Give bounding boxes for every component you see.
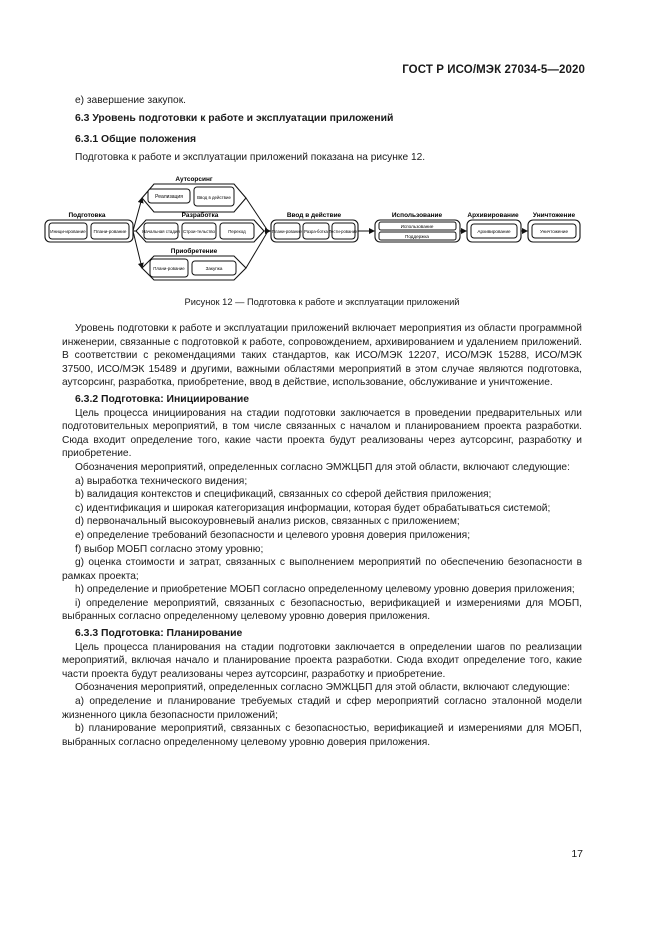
- acq-procurement-box: Закупка: [205, 266, 223, 271]
- archiving-group: [467, 212, 521, 242]
- body-paragraph-1: Уровень подготовки к работе и эксплуатации приложений включает мероприятия из области программной инженерии, связанные с подготовкой к работе, сопровождением, архивированием и удалением приложений. В соответствии с рекомендациями таких стандартов, как ИСО/МЭК 12207, ИСО/МЭК 15288, ИСО/МЭК 37500, ИСО/МЭК 15489 и другими, важными областями мероприятий в этом случае являются подготовка, аутсорсинг, разработка, приобретение, ввод в действие, использование, обслуживание и уничтожение.: [62, 323, 582, 389]
- archiving-label: Архивирование: [467, 212, 519, 219]
- use-group: [375, 212, 460, 242]
- support-box: Поддержка: [405, 234, 429, 239]
- commissioning-label: Ввод в действие: [286, 212, 342, 219]
- document-header: ГОСТ Р ИСО/МЭК 27034-5—2020: [402, 64, 585, 76]
- section-6-3-heading: 6.3 Уровень подготовки к работе и эксплуатации приложений: [75, 113, 394, 124]
- comm-development-box: Разра-ботка: [304, 229, 328, 234]
- realization-box: Реализация: [155, 194, 183, 200]
- acq-planning-box: Плани-рование: [153, 266, 185, 271]
- use-box: Использование: [400, 224, 434, 229]
- intro-item-e: e) завершение закупок.: [75, 95, 186, 106]
- commissioning-group: [271, 211, 358, 242]
- comm-testing-box: Тести-рование: [328, 229, 358, 234]
- section-6-3-1-heading: 6.3.1 Общие положения: [75, 134, 197, 145]
- preparation-group: [45, 212, 133, 242]
- list-item: a) выработка технического видения;: [75, 475, 248, 487]
- list-item: c) идентификация и широкая категоризация информации, которая будет обрабатываться системой;: [75, 502, 551, 514]
- acquisition-group: [142, 247, 246, 280]
- planning-box: Плани-рование: [93, 229, 127, 234]
- section-6-3-1-text: Подготовка к работе и эксплуатации приложений показана на рисунке 12.: [75, 152, 426, 163]
- dev-initial-box: Начальная стадия: [142, 229, 180, 234]
- list-item: h) определение и приобретение МОБП согласно определенному целевому уровню доверия приложения;: [75, 584, 575, 596]
- section-6-3-2-heading: 6.3.2 Подготовка: Инициирование: [75, 393, 250, 405]
- development-label: Разработка: [181, 212, 219, 219]
- s633-paragraph-1: Цель процесса планирования на стадии подготовки заключается в определении шагов по реализации мероприятий, включая начало и планирование проекта разработки. Сюда входит определение того, какие части проекта будут реализованы через аутсорсинг, разработку и приобретение.: [62, 641, 582, 680]
- list-item: i) определение мероприятий, связанных с безопасностью, верификацией и измерениями для МОБП, выбранных согласно определенному целевому уровню доверия приложения.: [62, 597, 582, 623]
- list-item: g) оценка стоимости и затрат, связанных с выполнением мероприятий по обеспечению безопасности в рамках проекта;: [62, 557, 582, 582]
- list-item: b) планирование мероприятий, связанных с безопасностью, верификацией и измерениями для МОБП, выбранных согласно определенному целевому уровню доверия приложения.: [62, 723, 582, 748]
- outsourcing-group: [142, 176, 246, 212]
- list-item: f) выбор МОБП согласно этому уровню;: [75, 543, 264, 555]
- acquisition-label: Приобретение: [170, 248, 218, 255]
- dev-transition-box: Переход: [228, 229, 246, 234]
- list-item: a) определение и планирование требуемых стадий и сфер мероприятий согласно эталонной модели жизненного цикла безопасности приложений;: [62, 696, 582, 721]
- main-text-block: [62, 322, 582, 749]
- archiving-box: Архивирование: [477, 229, 511, 234]
- list-item: b) валидация контекстов и спецификаций, связанных со сферой действия приложения;: [75, 489, 492, 501]
- list-item: d) первоначальный высокоуровневый анализ рисков, связанных с приложением;: [75, 516, 460, 528]
- development-group: [136, 211, 264, 242]
- comm-planning-box: Плани-рование: [272, 229, 302, 234]
- use-label: Использование: [391, 212, 443, 219]
- section-6-3-3-heading: 6.3.3 Подготовка: Планирование: [75, 628, 243, 640]
- figure-12-diagram: [42, 172, 582, 282]
- page-number: 17: [571, 848, 583, 860]
- outsourcing-commissioning-box: Ввод в действие: [197, 195, 231, 200]
- s633-paragraph-2: Обозначения мероприятий, определенных согласно ЭМЖЦБП для этой области, включают следующие:: [75, 682, 570, 694]
- figure-caption: Рисунок 12 — Подготовка к работе и эксплуатации приложений: [184, 297, 460, 307]
- destruction-group: [528, 212, 580, 242]
- s632-paragraph-1: Цель процесса инициирования на стадии подготовки заключается в проведении предварительных или подготовительных мероприятий, в том числе связанных с началом и планированием проекта разработки. Сюда входит определение того, какие части проекта будут реализованы через аутсорсинг, разработку и приобретение.: [62, 407, 582, 460]
- dev-construction-box: Строи-тельство: [182, 229, 216, 234]
- s632-paragraph-2: Обозначения мероприятий, определенных согласно ЭМЖЦБП для этой области, включают следующие:: [75, 461, 570, 473]
- initiation-box: Иници-ирование: [50, 229, 86, 234]
- preparation-label: Подготовка: [68, 212, 106, 219]
- destruction-box: Уничтожение: [539, 229, 569, 234]
- outsourcing-label: Аутсорсинг: [175, 176, 213, 183]
- destruction-label: Уничтожение: [532, 212, 576, 219]
- list-item: e) определение требований безопасности и целевого уровня доверия приложения;: [75, 529, 471, 541]
